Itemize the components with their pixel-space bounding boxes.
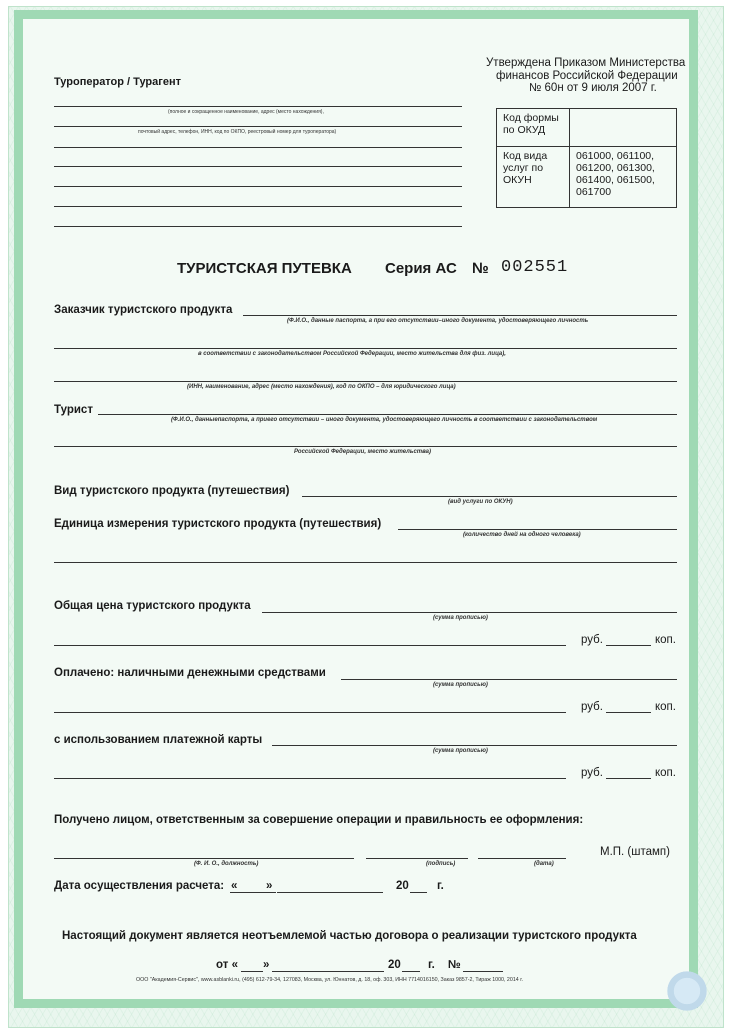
operator-line-6[interactable]	[54, 206, 462, 207]
total-kop-line[interactable]	[606, 645, 651, 646]
stamp-label: М.П. (штамп)	[600, 846, 670, 858]
tourist-line-2[interactable]	[54, 446, 677, 447]
received-name-line[interactable]	[54, 858, 354, 859]
contract-year-suffix: г.	[428, 959, 435, 971]
series-label: Серия АС	[385, 260, 457, 277]
operator-caption-2: почтовый адрес, телефон, ИНН, код по ОКПО, реестровый номер для туроператора)	[138, 129, 337, 135]
total-label: Общая цена туристского продукта	[54, 600, 251, 612]
document-title: ТУРИСТСКАЯ ПУТЕВКА	[177, 260, 352, 277]
approval-line-3: № 60н от 9 июля 2007 г.	[529, 82, 657, 94]
tourist-caption-1: (Ф.И.О., данныепаспорта, а приего отсутствии – иного документа, удостоверяющего личность в соответствии с законодательством	[171, 417, 598, 423]
card-line-2[interactable]	[54, 778, 566, 779]
card-rub-label: руб.	[581, 767, 603, 779]
total-kop-label: коп.	[655, 634, 676, 646]
operator-line-5[interactable]	[54, 186, 462, 187]
operator-line-1[interactable]	[54, 106, 462, 107]
product-type-label: Вид туристского продукта (путешествия)	[54, 485, 290, 497]
card-label: с использованием платежной карты	[54, 734, 263, 746]
approval-line-2: финансов Российской Федерации	[496, 70, 678, 82]
settlement-quote-open: «	[231, 880, 238, 892]
card-line-1[interactable]	[272, 745, 677, 746]
unit-line-1[interactable]	[398, 529, 677, 530]
unit-label: Единица измерения туристского продукта (путешествия)	[54, 518, 382, 530]
cash-line-2[interactable]	[54, 712, 566, 713]
tourist-line-1[interactable]	[98, 414, 677, 415]
cash-line-1[interactable]	[341, 679, 677, 680]
received-sign-line[interactable]	[366, 858, 468, 859]
contract-year-line[interactable]	[402, 971, 420, 972]
card-kop-label: коп.	[655, 767, 676, 779]
cash-kop-label: коп.	[655, 701, 676, 713]
received-date-line[interactable]	[478, 858, 566, 859]
total-line-1[interactable]	[262, 612, 677, 613]
contract-quote-close: »	[263, 959, 270, 971]
customer-caption-1: (Ф.И.О., данные паспорта, а при его отсутствии–иного документа, удостоверяющего личность	[287, 318, 589, 324]
operator-line-3[interactable]	[54, 147, 462, 148]
card-kop-line[interactable]	[606, 778, 651, 779]
customer-line-1[interactable]	[243, 315, 677, 316]
received-sign-caption: (подпись)	[426, 861, 456, 867]
settlement-year-line[interactable]	[410, 892, 427, 893]
settlement-month-line[interactable]	[277, 892, 383, 893]
cash-label: Оплачено: наличными денежными средствами	[54, 667, 326, 679]
okud-value[interactable]	[570, 109, 677, 147]
cash-caption: (сумма прописью)	[433, 682, 488, 688]
settlement-day-line[interactable]	[230, 892, 276, 893]
printer-imprint: ООО "Академия-Сервис", www.asblanki.ru, (495) 612-79-34, 127083, Москва, ул. Юннатов, д. 18, оф. 303, ИНН 7714016150, Заказ 9857-2, Тираж 1000, 2014 г.	[136, 977, 523, 983]
settlement-year-prefix: 20	[396, 880, 409, 892]
customer-line-2[interactable]	[54, 348, 677, 349]
operator-label: Туроператор / Турагент	[54, 76, 181, 88]
customer-caption-3: (ИНН, наименование, адрес (место нахождения), код по ОКПО – для юридического лица)	[187, 384, 456, 390]
unit-caption: (количество дней на одного человека)	[463, 532, 581, 538]
customer-line-3[interactable]	[54, 381, 677, 382]
okun-values	[570, 147, 677, 208]
settlement-quote-close: »	[266, 880, 273, 892]
settlement-year-suffix: г.	[437, 880, 444, 892]
total-caption: (сумма прописью)	[433, 615, 488, 621]
contract-number-line[interactable]	[463, 971, 503, 972]
contract-statement: Настоящий документ является неотъемлемой частью договора о реализации туристского продукта	[62, 930, 637, 942]
customer-caption-2: в соответствии с законодательством Российской Федерации, место жительства для физ. лица),	[198, 351, 506, 357]
total-rub-label: руб.	[581, 634, 603, 646]
publisher-seal-logo	[664, 968, 710, 1014]
okun-value: 061400, 061500,	[576, 174, 655, 186]
received-label: Получено лицом, ответственным за совершение операции и правильность ее оформления:	[54, 814, 584, 826]
operator-line-4[interactable]	[54, 166, 462, 167]
okun-label: Код вида услуг по ОКУН	[497, 147, 570, 208]
unit-line-2[interactable]	[54, 562, 677, 563]
operator-line-7[interactable]	[54, 226, 462, 227]
cash-kop-line[interactable]	[606, 712, 651, 713]
settlement-label: Дата осуществления расчета:	[54, 880, 225, 892]
card-caption: (сумма прописью)	[433, 748, 488, 754]
received-date-caption: (дата)	[534, 861, 554, 867]
contract-ot: от «	[216, 959, 238, 971]
cash-rub-label: руб.	[581, 701, 603, 713]
okun-value: 061700	[576, 186, 612, 198]
contract-month-line[interactable]	[272, 971, 384, 972]
contract-day-line[interactable]	[241, 971, 263, 972]
approval-line-1: Утверждена Приказом Министерства	[486, 57, 686, 69]
codes-table	[496, 108, 677, 208]
product-type-caption: (вид услуги по ОКУН)	[448, 499, 513, 505]
okun-value: 061200, 061300,	[576, 162, 655, 174]
received-name-caption: (Ф. И. О., должность)	[194, 861, 259, 867]
tourist-caption-2: Российской Федерации, место жительства)	[294, 449, 432, 455]
tourist-label: Турист	[54, 404, 93, 416]
contract-year-prefix: 20	[388, 959, 401, 971]
operator-line-2[interactable]	[54, 126, 462, 127]
product-type-line[interactable]	[302, 496, 677, 497]
number-sign: №	[472, 260, 489, 277]
customer-label: Заказчик туристского продукта	[54, 304, 233, 316]
okud-label: Код формы по ОКУД	[497, 109, 570, 147]
serial-number: 002551	[501, 258, 569, 277]
total-line-2[interactable]	[54, 645, 566, 646]
contract-number-sign: №	[448, 959, 461, 971]
okun-value: 061000, 061100,	[576, 150, 655, 162]
operator-caption-1: (полное и сокращенное наименование, адрес (место нахождения),	[168, 109, 324, 115]
